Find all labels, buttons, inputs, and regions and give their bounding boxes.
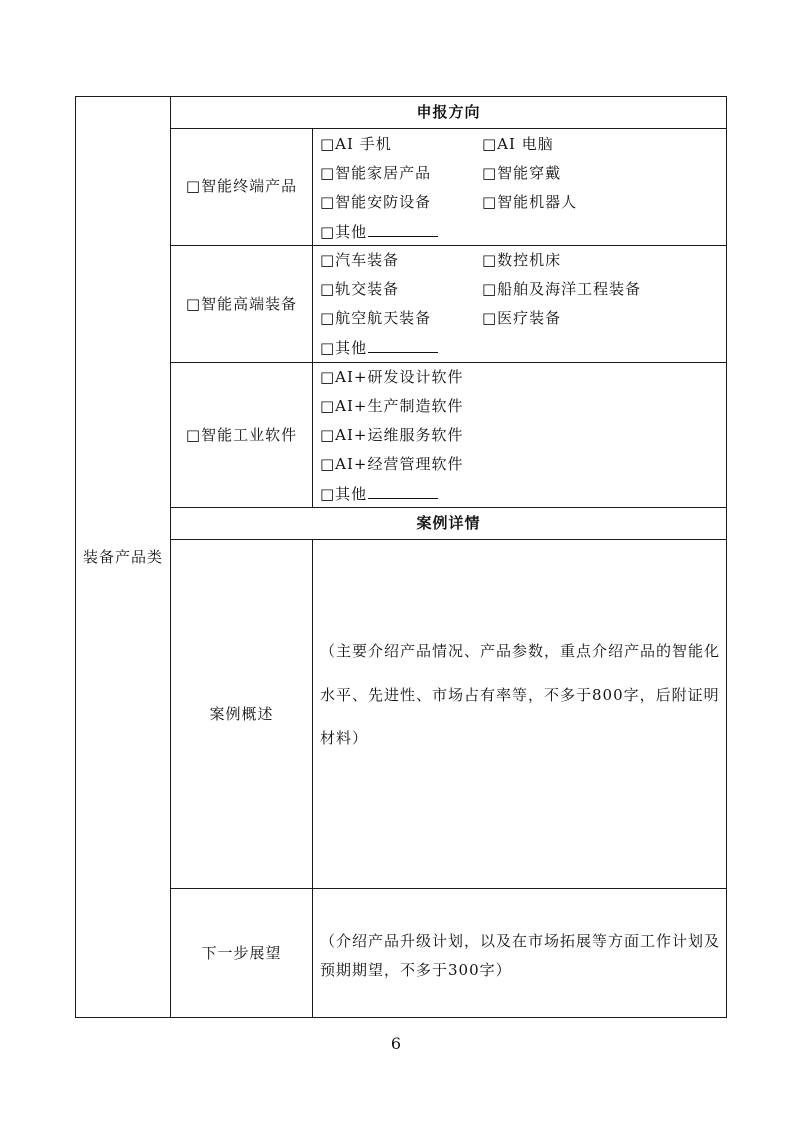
section-title-direction: 申报方向 [416, 103, 481, 121]
other-fill-line[interactable] [368, 222, 438, 237]
option-checkbox[interactable]: □AI 电脑 [482, 135, 554, 153]
option-checkbox[interactable]: □AI+运维服务软件 [320, 426, 464, 444]
option-checkbox[interactable]: □AI+经营管理软件 [320, 455, 464, 473]
category-label: 装备产品类 [82, 548, 163, 566]
row-line [170, 362, 727, 363]
option-checkbox[interactable]: □医疗装备 [482, 309, 562, 327]
table-bottom-border [75, 1017, 727, 1018]
other-option[interactable] [320, 222, 438, 241]
option-checkbox[interactable]: □AI+生产制造软件 [320, 397, 464, 415]
option-checkbox[interactable]: □汽车装备 [320, 251, 400, 269]
group-label-equipment[interactable]: □智能高端装备 [185, 295, 298, 313]
col-divider-2b [312, 539, 313, 1018]
col-divider-2a [312, 128, 313, 507]
outlook-hint-line: 预期期望，不多于300字） [320, 961, 512, 979]
table-right-border [726, 96, 727, 1018]
outlook-hint-line: （介绍产品升级计划，以及在市场拓展等方面工作计划及 [320, 932, 721, 950]
option-checkbox[interactable]: □船舶及海洋工程装备 [482, 280, 642, 298]
col-divider-1 [170, 96, 171, 1018]
other-option[interactable] [320, 484, 438, 503]
page-number: 6 [390, 1034, 403, 1053]
other-label: □其他 [320, 339, 368, 357]
other-label: □其他 [320, 223, 368, 241]
group-label-software[interactable]: □智能工业软件 [185, 426, 298, 444]
section-title-details: 案例详情 [416, 514, 481, 532]
option-checkbox[interactable]: □AI+研发设计软件 [320, 368, 464, 386]
row-line [170, 245, 727, 246]
row-line [170, 507, 727, 508]
table-top-border [75, 96, 727, 97]
option-checkbox[interactable]: □智能穿戴 [482, 164, 562, 182]
row-line [170, 539, 727, 540]
overview-hint-line: （主要介绍产品情况、产品参数，重点介绍产品的智能化 [320, 642, 721, 660]
row-line [170, 128, 727, 129]
option-checkbox[interactable]: □数控机床 [482, 251, 562, 269]
option-checkbox[interactable]: □航空航天装备 [320, 309, 432, 327]
option-checkbox[interactable]: □智能机器人 [482, 193, 578, 211]
row-line [170, 888, 727, 889]
other-fill-line[interactable] [368, 338, 438, 353]
option-checkbox[interactable]: □智能安防设备 [320, 193, 432, 211]
option-checkbox[interactable]: □智能家居产品 [320, 164, 432, 182]
other-fill-line[interactable] [368, 484, 438, 499]
option-checkbox[interactable]: □轨交装备 [320, 280, 400, 298]
group-label-terminal[interactable]: □智能终端产品 [185, 177, 298, 195]
outlook-label: 下一步展望 [201, 944, 282, 962]
other-label: □其他 [320, 485, 368, 503]
overview-hint-line: 材料） [320, 729, 369, 747]
option-checkbox[interactable]: □AI 手机 [320, 135, 392, 153]
other-option[interactable] [320, 338, 438, 357]
overview-label: 案例概述 [209, 705, 274, 723]
overview-hint-line: 水平、先进性、市场占有率等，不多于800字，后附证明 [320, 686, 720, 704]
